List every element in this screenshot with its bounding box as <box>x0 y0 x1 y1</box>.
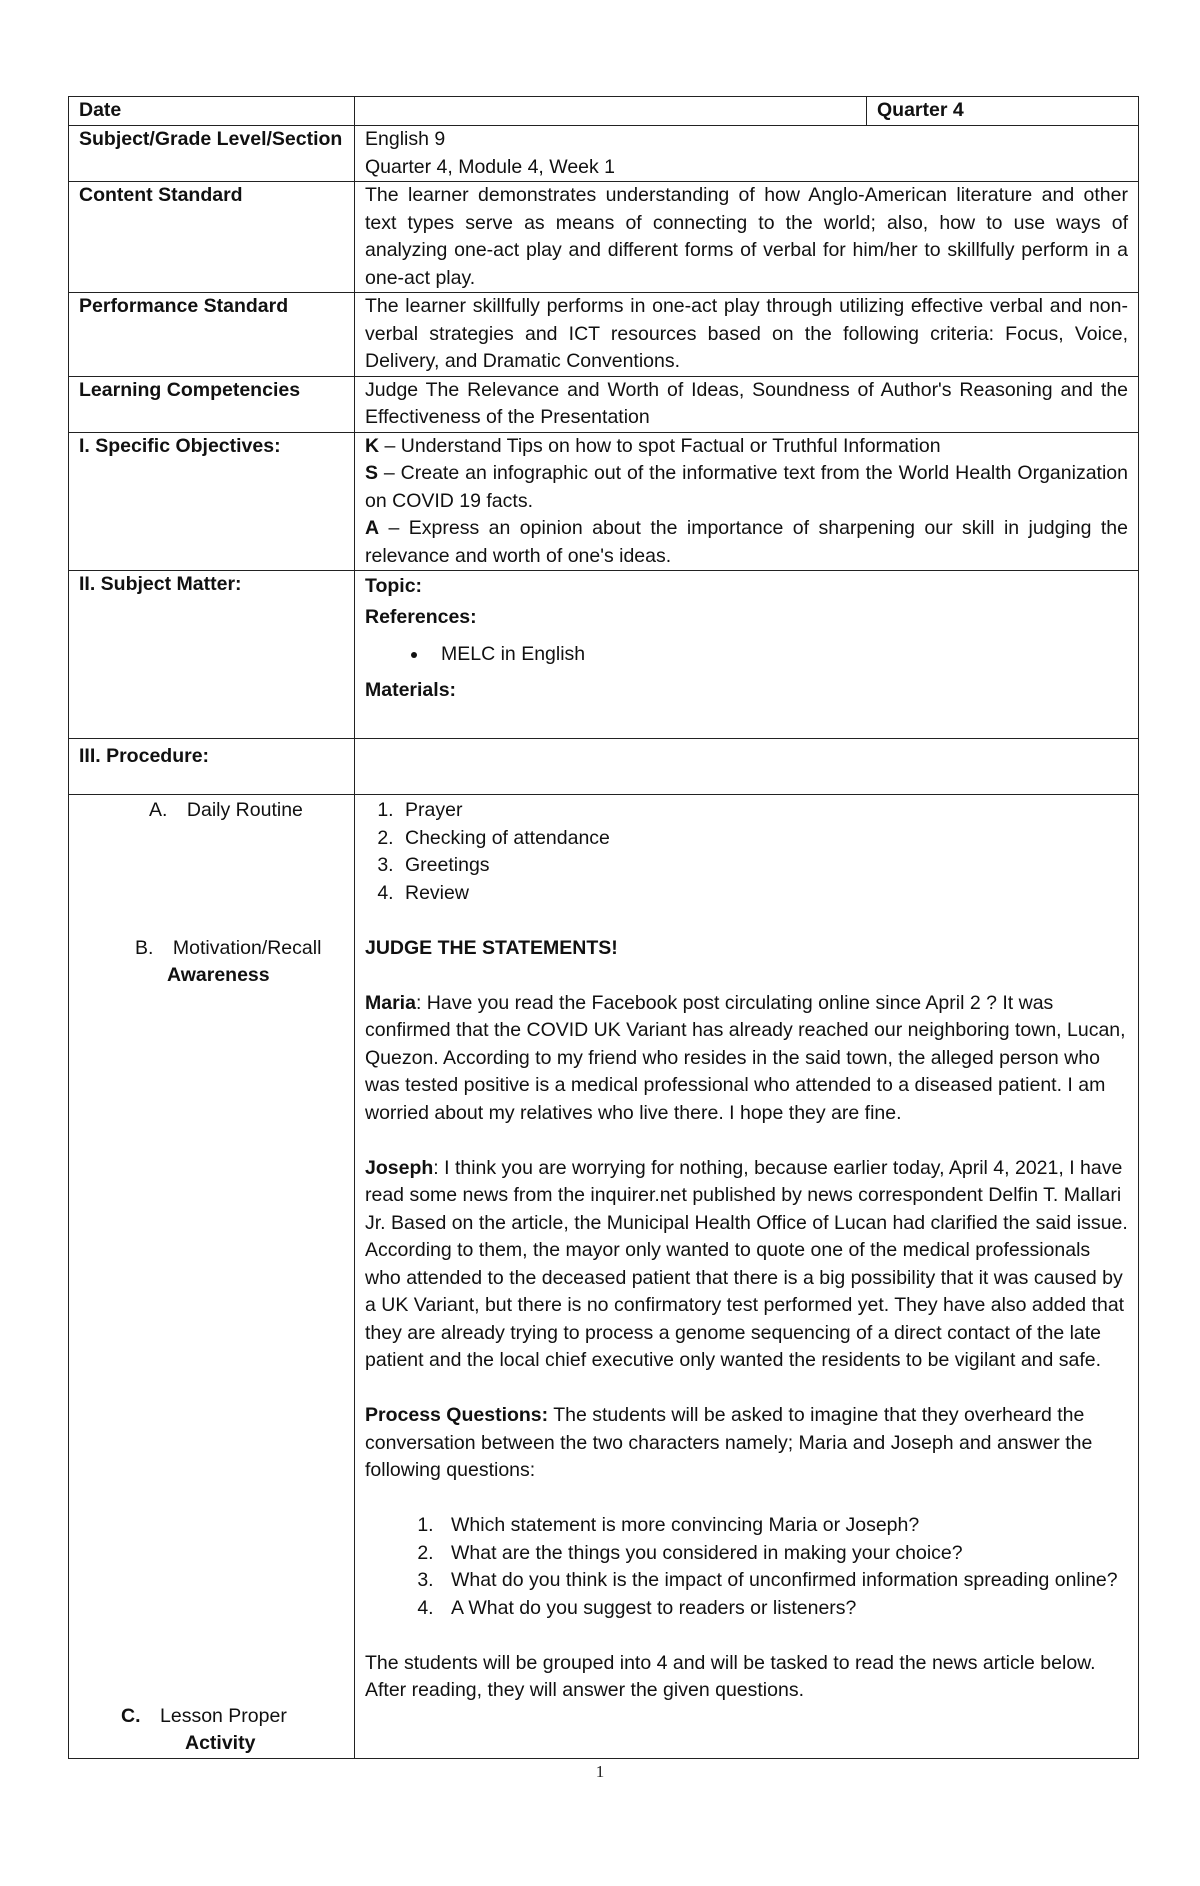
subject-line-2: Quarter 4, Module 4, Week 1 <box>365 155 616 178</box>
learning-competencies-label: Learning Competencies <box>69 376 355 432</box>
maria-statement <box>365 990 1128 1128</box>
specific-objectives-label: I. Specific Objectives: <box>69 432 355 571</box>
routine-item: 4. Review <box>399 880 1128 908</box>
subject-matter-content <box>355 571 1139 739</box>
step-c-sub: Activity <box>185 1732 256 1754</box>
subject-label: Subject/Grade Level/Section <box>69 126 355 182</box>
subject-matter-label: II. Subject Matter: <box>69 571 355 739</box>
process-questions-list <box>365 1512 1128 1622</box>
maria-name: Maria <box>365 991 416 1014</box>
objective-a-key: A <box>365 517 380 539</box>
step-a-label: A. Daily Routine <box>149 799 303 821</box>
quarter-label: Quarter 4 <box>867 97 1139 126</box>
objective-s <box>365 460 1128 515</box>
objective-s-key: S <box>365 462 379 484</box>
materials-label: Materials: <box>365 678 457 701</box>
learning-competencies-row <box>69 376 1139 432</box>
content-standard-text: The learner demonstrates understanding of how Anglo-American literature and other text types serve as means of connecting to the world; also, how to use ways of analyzing one-act play and different forms of verbal for him/her to skillfully perform in a one-act play. <box>355 182 1139 293</box>
specific-objectives-text <box>355 432 1139 571</box>
topic-label: Topic: <box>365 575 423 597</box>
step-c-label <box>79 1703 344 1731</box>
objective-k-key: K <box>365 434 380 457</box>
performance-standard-text: The learner skillfully performs in one-act play through utilizing effective verbal and non-verbal strategies and ICT resources based on the following criteria: Focus, Voice, Delivery, and Dramatic Conventions. <box>355 293 1139 377</box>
performance-standard-label: Performance Standard <box>69 293 355 377</box>
content-standard-row <box>69 182 1139 293</box>
references-label: References: <box>365 605 477 628</box>
process-questions-text: The students will be asked to imagine that they overheard the conversation between the two characters namely; Maria and Joseph and answer the following questions: <box>365 1404 1093 1481</box>
subject-matter-row <box>69 571 1139 739</box>
procedure-empty <box>355 739 1139 795</box>
reference-item: • MELC in English <box>429 641 1128 669</box>
question-item: 2. What are the things you considered in making your choice? <box>439 1540 1128 1568</box>
lesson-plan-table <box>68 96 1139 1759</box>
date-row <box>69 97 1139 126</box>
specific-objectives-row <box>69 432 1139 571</box>
question-item: 1. Which statement is more convincing Maria or Joseph? <box>439 1512 1128 1540</box>
routine-item: 2. Checking of attendance <box>399 825 1128 853</box>
objective-k-text: – Understand Tips on how to spot Factual or Truthful Information <box>379 434 941 457</box>
routine-item: 1. Prayer <box>399 797 1128 825</box>
procedure-row <box>69 739 1139 795</box>
objective-k <box>365 433 1128 461</box>
maria-text: : Have you read the Facebook post circulating online since April 2 ? It was confirmed that the COVID UK Variant has already reached our neighboring town, Lucan, Quezon. According to my friend who resides in the said town, the alleged person who was tested positive is a medical professional who attended to a diseased patient. I am worried about my relatives who live there. I hope they are fine. <box>365 991 1126 1124</box>
performance-standard-row <box>69 293 1139 377</box>
daily-routine-list <box>365 797 1128 907</box>
references-list <box>365 641 1128 669</box>
procedure-body-row <box>69 795 1139 1759</box>
procedure-steps-column <box>69 795 355 1759</box>
procedure-content-column <box>355 795 1139 1759</box>
step-b-label: B. Motivation/Recall <box>135 936 322 959</box>
process-questions-label: Process Questions: <box>365 1404 549 1426</box>
procedure-label: III. Procedure: <box>69 739 355 795</box>
joseph-statement <box>365 1155 1128 1375</box>
step-c-key: C. <box>121 1704 141 1727</box>
learning-competencies-text: Judge The Relevance and Worth of Ideas, Soundness of Author's Reasoning and the Effectiveness of the Presentation <box>355 376 1139 432</box>
motivation-title: JUDGE THE STATEMENTS! <box>365 936 618 959</box>
page-number: 1 <box>595 1762 605 1781</box>
subject-line-1: English 9 <box>365 128 446 150</box>
content-standard-label: Content Standard <box>69 182 355 293</box>
question-item: 3. What do you think is the impact of unconfirmed information spreading online? <box>439 1567 1128 1595</box>
subject-value <box>355 126 1139 182</box>
objective-a <box>365 515 1128 570</box>
step-b-sub: Awareness <box>167 964 270 986</box>
objective-a-text: – Express an opinion about the importance of sharpening our skill in judging the relevance and worth of one's ideas. <box>365 517 1128 567</box>
lesson-proper-text: The students will be grouped into 4 and will be tasked to read the news article below. After reading, they will answer the given questions. <box>365 1651 1096 1701</box>
objective-s-text: – Create an infographic out of the informative text from the World Health Organization on COVID 19 facts. <box>365 462 1128 512</box>
process-questions-intro <box>365 1402 1128 1485</box>
step-c-text: Lesson Proper <box>140 1704 287 1727</box>
date-value <box>355 97 867 126</box>
joseph-text: : I think you are worrying for nothing, because earlier today, April 4, 2021, I have read some news from the inquirer.net published by news correspondent Delfin T. Mallari Jr. Based on the article, the Municipal Health Office of Lucan had clarified the said issue. According to them, the mayor only wanted to quote one of the medical professionals who attended to the deceased patient that there is a big possibility that it was caused by a UK Variant, but there is no confirmatory test performed yet. They have also added that they are already trying to process a genome sequencing of a direct contact of the late patient and the local chief executive only wanted the residents to be vigilant and safe. <box>365 1156 1128 1371</box>
date-label: Date <box>69 97 355 126</box>
joseph-name: Joseph <box>365 1156 434 1179</box>
lesson-plan-sheet <box>68 96 1138 1759</box>
routine-item: 3. Greetings <box>399 852 1128 880</box>
question-item: 4. A What do you suggest to readers or listeners? <box>439 1595 1128 1623</box>
subject-row <box>69 126 1139 182</box>
